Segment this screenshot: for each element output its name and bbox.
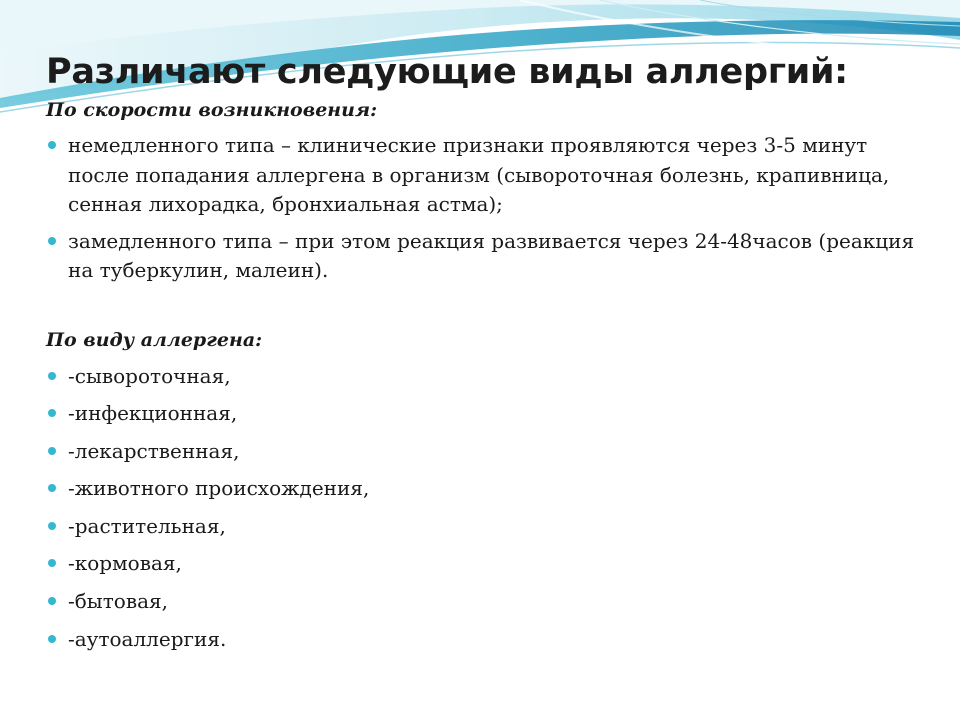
list-item-text: -кормовая, (68, 551, 182, 576)
bullet-icon (48, 372, 56, 380)
slide-title: Различают следующие виды аллергий: (46, 52, 848, 92)
list-item-text: -сывороточная, (68, 363, 231, 388)
section-heading-allergen: По виду аллергена: (46, 328, 263, 351)
list-item (46, 437, 916, 467)
list-item-text: -растительная, (68, 513, 226, 538)
allergen-list (46, 362, 916, 655)
bullet-icon (48, 635, 56, 643)
bullet-icon (48, 559, 56, 567)
list-item-text: замедленного типа – при этом реакция развивается через 24-48часов (реакция на туберкулин, малеин). (68, 228, 915, 282)
bullet-icon (48, 522, 56, 530)
bullet-icon (48, 597, 56, 605)
list-item (46, 549, 916, 579)
list-item (46, 625, 916, 655)
list-item-text: немедленного типа – клинические признаки проявляются через 3-5 минут после попадания аллергена в организм (сывороточная болезнь, крапивница, сенная лихорадка, бронхиальная астма); (68, 133, 890, 216)
bullet-icon (48, 409, 56, 417)
list-item-text: -животного происхождения, (68, 476, 370, 501)
list-item (46, 227, 916, 286)
section-heading-speed: По скорости возникновения: (46, 99, 378, 121)
list-item (46, 131, 916, 220)
list-item (46, 512, 916, 542)
bullet-icon (48, 141, 56, 149)
list-item (46, 587, 916, 617)
list-item (46, 362, 916, 392)
list-item-text: -лекарственная, (68, 438, 240, 463)
bullet-icon (48, 447, 56, 455)
list-item-text: -бытовая, (68, 589, 168, 614)
list-item (46, 474, 916, 504)
speed-list (46, 131, 916, 286)
list-item-text: -аутоаллергия. (68, 626, 227, 651)
list-item (46, 399, 916, 429)
list-item-text: -инфекционная, (68, 401, 238, 426)
bullet-icon (48, 484, 56, 492)
slide-content (46, 50, 916, 662)
bullet-icon (48, 237, 56, 245)
